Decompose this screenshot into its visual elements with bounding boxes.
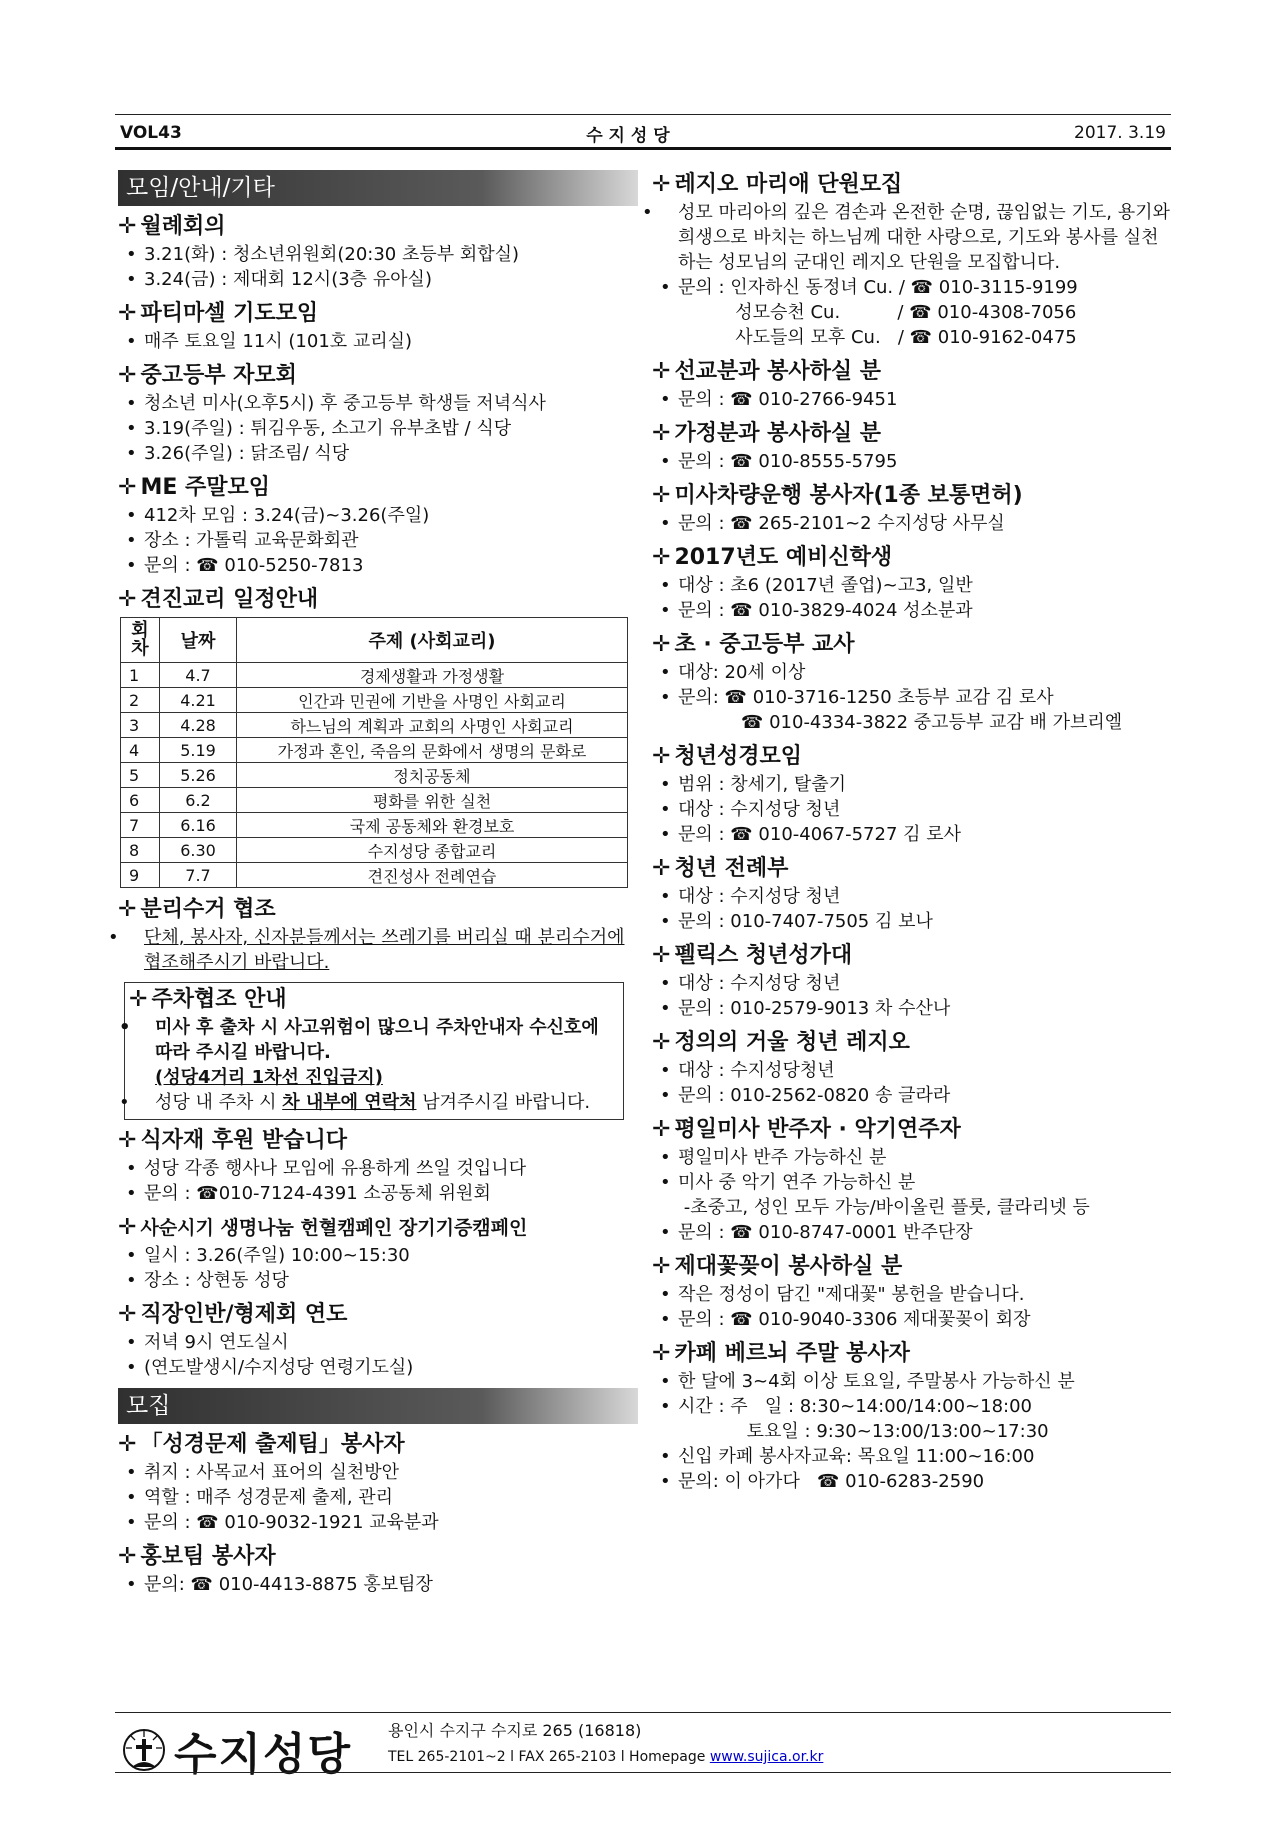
section-r2 — [652, 357, 1172, 412]
table-row: 4 5.19 가정과 혼인, 죽음의 문화에서 생명의 문화로 — [121, 738, 628, 763]
list-item: ☎ 010-4334-3822 중고등부 교감 배 가브리엘 — [678, 712, 1123, 733]
section-title: 청년성경모임 — [674, 744, 802, 769]
table-row: 5 5.26 정치공동체 — [121, 763, 628, 788]
section-recycling — [108, 895, 638, 975]
section-r3 — [652, 419, 1172, 474]
right-column — [642, 170, 1172, 1501]
section-title: 2017년도 예비신학생 — [674, 545, 893, 570]
section-s8 — [118, 1126, 638, 1206]
cross-icon: ✛ — [118, 475, 137, 500]
list-item: • 문의: ☎ 010-3716-1250 초등부 교감 김 로사 — [660, 687, 1054, 708]
section-title: 중고등부 자모회 — [140, 363, 297, 388]
section-title: 평일미사 반주자 · 악기연주자 — [674, 1117, 961, 1142]
cross-icon: ✛ — [652, 1117, 671, 1142]
section-title: ME 주말모임 — [140, 475, 271, 500]
list-item: • 문의 : ☎ 265-2101~2 수지성당 사무실 — [660, 513, 1005, 534]
section-banner-recruit: 모집 — [118, 1388, 638, 1424]
section-title: 「성경문제 출제팀」봉사자 — [140, 1432, 405, 1457]
list-item: • 시간 : 주 일 : 8:30~14:00/14:00~18:00 — [660, 1396, 1033, 1417]
header-rule-top — [115, 114, 1171, 115]
cross-icon: ✛ — [652, 1341, 671, 1366]
section-title: 직장인반/형제회 연도 — [140, 1302, 348, 1327]
list-item: • 역할 : 매주 성경문제 출제, 관리 — [126, 1487, 394, 1508]
list-item: • 성당 각종 행사나 모임에 유용하게 쓰일 것입니다 — [126, 1158, 527, 1179]
footer-info — [388, 1718, 823, 1770]
list-item: • 문의 : 010-2579-9013 차 수산나 — [660, 998, 951, 1019]
list-item: • 문의 : ☎ 010-8747-0001 반주단장 — [660, 1222, 973, 1243]
section-banner-meetings: 모임/안내/기타 — [118, 170, 638, 206]
list-item: • 대상: 20세 이상 — [660, 662, 806, 683]
list-item: • 취지 : 사목교서 표어의 실천방안 — [126, 1462, 399, 1483]
section-s2 — [118, 299, 638, 354]
footer-rule-bottom — [115, 1772, 1171, 1773]
table-header-cell: 날짜 — [160, 618, 237, 663]
cross-icon: ✛ — [118, 587, 137, 612]
schedule-table — [120, 617, 628, 888]
table-row: 6 6.2 평화를 위한 실천 — [121, 788, 628, 813]
list-item: • 문의 : ☎ 010-3829-4024 성소분과 — [660, 600, 973, 621]
list-item: • 장소 : 상현동 성당 — [126, 1270, 289, 1291]
homepage-link[interactable]: www.sujica.or.kr — [709, 1749, 824, 1765]
cross-icon: ✛ — [118, 1544, 137, 1569]
cross-icon: ✛ — [652, 856, 671, 881]
section-r6 — [652, 630, 1172, 735]
section-title: 견진교리 일정안내 — [140, 587, 319, 612]
section-s1 — [118, 212, 638, 292]
cross-icon: ✛ — [118, 1432, 137, 1457]
volume-label: VOL43 — [120, 123, 182, 143]
section-r8 — [652, 854, 1172, 934]
list-item: • 작은 정성이 담긴 "제대꽃" 봉헌을 받습니다. — [660, 1284, 1025, 1305]
section-title: 청년 전례부 — [674, 856, 789, 881]
list-item: • 문의: 이 아가다 ☎ 010-6283-2590 — [660, 1471, 985, 1492]
parking-no-entry: (성당4거리 1차선 진입금지) — [155, 1067, 383, 1088]
section-s4 — [118, 473, 638, 578]
table-row: 2 4.21 인간과 민권에 기반을 사명인 사회교리 — [121, 688, 628, 713]
table-row: 3 4.28 하느님의 계획과 교회의 사명인 사회교리 — [121, 713, 628, 738]
cross-icon: ✛ — [118, 897, 137, 922]
legio-contact-3: 사도들의 모후 Cu. / ☎ 010-9162-0475 — [678, 327, 1077, 348]
section-title: 파티마셀 기도모임 — [140, 301, 319, 326]
section-r11 — [652, 1115, 1172, 1245]
cross-icon: ✛ — [652, 1254, 671, 1279]
list-item: • 문의 : ☎ 010-4067-5727 김 로사 — [660, 824, 961, 845]
section-r5 — [652, 543, 1172, 623]
section-r7 — [652, 742, 1172, 847]
church-emblem-icon — [122, 1727, 166, 1773]
church-contact: TEL 265-2101~2 l FAX 265-2103 l Homepage www.sujica.or.kr — [388, 1749, 824, 1765]
list-item: • 저녁 9시 연도실시 — [126, 1332, 289, 1353]
left-column — [108, 170, 638, 1604]
cross-icon: ✛ — [118, 301, 137, 326]
legio-description: • 성모 마리아의 깊은 겸손과 온전한 순명, 끊임없는 기도, 용기와 희생으로 바치는 하느님께 대한 사랑으로, 기도와 봉사를 실천하는 성모님의 군대인 레지오 단원을 모집합니다. — [642, 202, 1170, 273]
cross-icon: ✛ — [118, 214, 137, 239]
list-item: • 문의 : ☎ 010-5250-7813 — [126, 555, 364, 576]
cross-icon: ✛ — [652, 1030, 671, 1055]
list-item: • 문의 : 010-7407-7505 김 보나 — [660, 911, 933, 932]
section-title: 미사차량운행 봉사자(1종 보통면허) — [674, 483, 1023, 508]
section-title: 홍보팀 봉사자 — [140, 1544, 276, 1569]
list-item: • (연도발생시/수지성당 연령기도실) — [126, 1357, 414, 1378]
section-s11 — [118, 1430, 638, 1535]
section-title: 레지오 마리애 단원모집 — [674, 172, 903, 197]
section-title: 제대꽃꽂이 봉사하실 분 — [674, 1254, 903, 1279]
section-legio — [642, 170, 1172, 350]
section-title: 선교분과 봉사하실 분 — [674, 359, 882, 384]
section-s9 — [118, 1213, 638, 1293]
list-item: • 매주 토요일 11시 (101호 교리실) — [126, 331, 413, 352]
church-name: 수지성당 — [174, 1729, 353, 1780]
list-item: • 3.21(화) : 청소년위원회(20:30 초등부 회합실) — [126, 244, 520, 265]
section-title: 가정분과 봉사하실 분 — [674, 421, 882, 446]
parking-notice-box — [119, 982, 624, 1120]
cross-icon: ✛ — [652, 632, 671, 657]
section-title: 주차협조 안내 — [151, 987, 287, 1012]
list-item: -초중고, 성인 모두 가능/바이올린 플룻, 클라리넷 등 — [678, 1197, 1090, 1218]
list-item: • 문의 : ☎ 010-9032-1921 교육분과 — [126, 1512, 439, 1533]
section-r9 — [652, 941, 1172, 1021]
section-r10 — [652, 1028, 1172, 1108]
list-item: • 3.24(금) : 제대회 12시(3층 유아실) — [126, 269, 432, 290]
cross-icon: ✛ — [652, 172, 671, 197]
legio-contact-2: 성모승천 Cu. / ☎ 010-4308-7056 — [678, 302, 1077, 323]
list-item: • 평일미사 반주 가능하신 분 — [660, 1147, 887, 1168]
section-r13 — [652, 1339, 1172, 1494]
section-s10 — [118, 1300, 638, 1380]
section-title: 펠릭스 청년성가대 — [674, 943, 853, 968]
cross-icon: ✛ — [652, 744, 671, 769]
table-header-cell: 회 차 — [121, 618, 160, 663]
cross-icon: ✛ — [118, 1215, 137, 1240]
header — [120, 120, 1166, 146]
list-item: • 한 달에 3~4회 이상 토요일, 주말봉사 가능하신 분 — [660, 1371, 1075, 1392]
section-title: 카페 베르뇌 주말 봉사자 — [674, 1341, 910, 1366]
cross-icon: ✛ — [652, 421, 671, 446]
cross-icon: ✛ — [118, 1302, 137, 1327]
list-item: • 문의 : ☎ 010-2766-9451 — [660, 389, 898, 410]
list-item: • 대상 : 수지성당 청년 — [660, 799, 841, 820]
list-item: • 청소년 미사(오후5시) 후 중고등부 학생들 저녁식사 — [126, 393, 546, 414]
section-title: 정의의 거울 청년 레지오 — [674, 1030, 910, 1055]
publication-title: 수 지 성 당 — [586, 125, 670, 146]
cross-icon: ✛ — [652, 545, 671, 570]
list-item: • 장소 : 가톨릭 교육문화회관 — [126, 530, 359, 551]
church-address: 용인시 수지구 수지로 265 (16818) — [388, 1721, 642, 1740]
table-row: 1 4.7 경제생활과 가정생활 — [121, 663, 628, 688]
footer-rule-top — [115, 1712, 1171, 1713]
cross-icon: ✛ — [652, 483, 671, 508]
list-item: 토요일 : 9:30~13:00/13:00~17:30 — [678, 1421, 1049, 1442]
list-item: • 대상 : 수지성당청년 — [660, 1060, 835, 1081]
section-r4 — [652, 481, 1172, 536]
list-item: • 문의 : ☎010-7124-4391 소공동체 위원회 — [126, 1183, 491, 1204]
cross-icon: ✛ — [118, 363, 137, 388]
cross-icon: ✛ — [118, 1128, 137, 1153]
parking-warning: • 미사 후 출차 시 사고위험이 많으니 주차안내자 수신호에 따라 주시길 바랍니다. — [119, 1017, 599, 1063]
cross-icon: ✛ — [652, 359, 671, 384]
section-s12 — [118, 1542, 638, 1597]
legio-contact-1: • 문의 : 인자하신 동정녀 Cu. / ☎ 010-3115-9199 — [660, 277, 1078, 298]
header-rule-bottom — [115, 147, 1171, 150]
section-confirmation-schedule — [118, 585, 638, 888]
list-item: • 3.19(주일) : 튀김우동, 소고기 유부초밥 / 식당 — [126, 418, 512, 439]
list-item: • 대상 : 초6 (2017년 졸업)~고3, 일반 — [660, 575, 973, 596]
section-title: 분리수거 협조 — [140, 897, 276, 922]
recycling-note: • 단체, 봉사자, 신자분들께서는 쓰레기를 버리실 때 분리수거에 협조해주시기 바랍니다. — [108, 927, 625, 973]
section-title: 월례회의 — [140, 214, 226, 239]
table-header-cell: 주제 (사회교리) — [237, 618, 628, 663]
section-title: 초 · 중고등부 교사 — [674, 632, 855, 657]
section-title: 사순시기 생명나눔 헌혈캠페인 장기기증캠페인 — [140, 1217, 528, 1239]
list-item: • 범위 : 창세기, 탈출기 — [660, 774, 847, 795]
cross-icon: ✛ — [129, 987, 148, 1012]
list-item: • 문의 : ☎ 010-9040-3306 제대꽃꽂이 회장 — [660, 1309, 1031, 1330]
list-item: • 412차 모임 : 3.24(금)~3.26(주일) — [126, 505, 430, 526]
list-item: • 3.26(주일) : 닭조림/ 식당 — [126, 443, 350, 464]
table-row: 8 6.30 수지성당 종합교리 — [121, 838, 628, 863]
section-s3 — [118, 361, 638, 466]
list-item: • 대상 : 수지성당 청년 — [660, 886, 841, 907]
list-item: • 일시 : 3.26(주일) 10:00~15:30 — [126, 1245, 410, 1266]
table-row: 7 6.16 국제 공동체와 환경보호 — [121, 813, 628, 838]
parking-contact-note: • 성당 내 주차 시 차 내부에 연락처 남겨주시길 바랍니다. — [119, 1092, 591, 1113]
list-item: • 신입 카페 봉사자교육: 목요일 11:00~16:00 — [660, 1446, 1035, 1467]
list-item: • 문의 : 010-2562-0820 송 글라라 — [660, 1085, 951, 1106]
section-title: 식자재 후원 받습니다 — [140, 1128, 348, 1153]
issue-date: 2017. 3.19 — [1074, 123, 1166, 143]
section-r12 — [652, 1252, 1172, 1332]
list-item: • 문의 : ☎ 010-8555-5795 — [660, 451, 898, 472]
cross-icon: ✛ — [652, 943, 671, 968]
list-item: • 문의: ☎ 010-4413-8875 홍보팀장 — [126, 1574, 433, 1595]
table-row: 9 7.7 견진성사 전례연습 — [121, 863, 628, 888]
list-item: • 미사 중 악기 연주 가능하신 분 — [660, 1172, 916, 1193]
list-item: • 대상 : 수지성당 청년 — [660, 973, 841, 994]
